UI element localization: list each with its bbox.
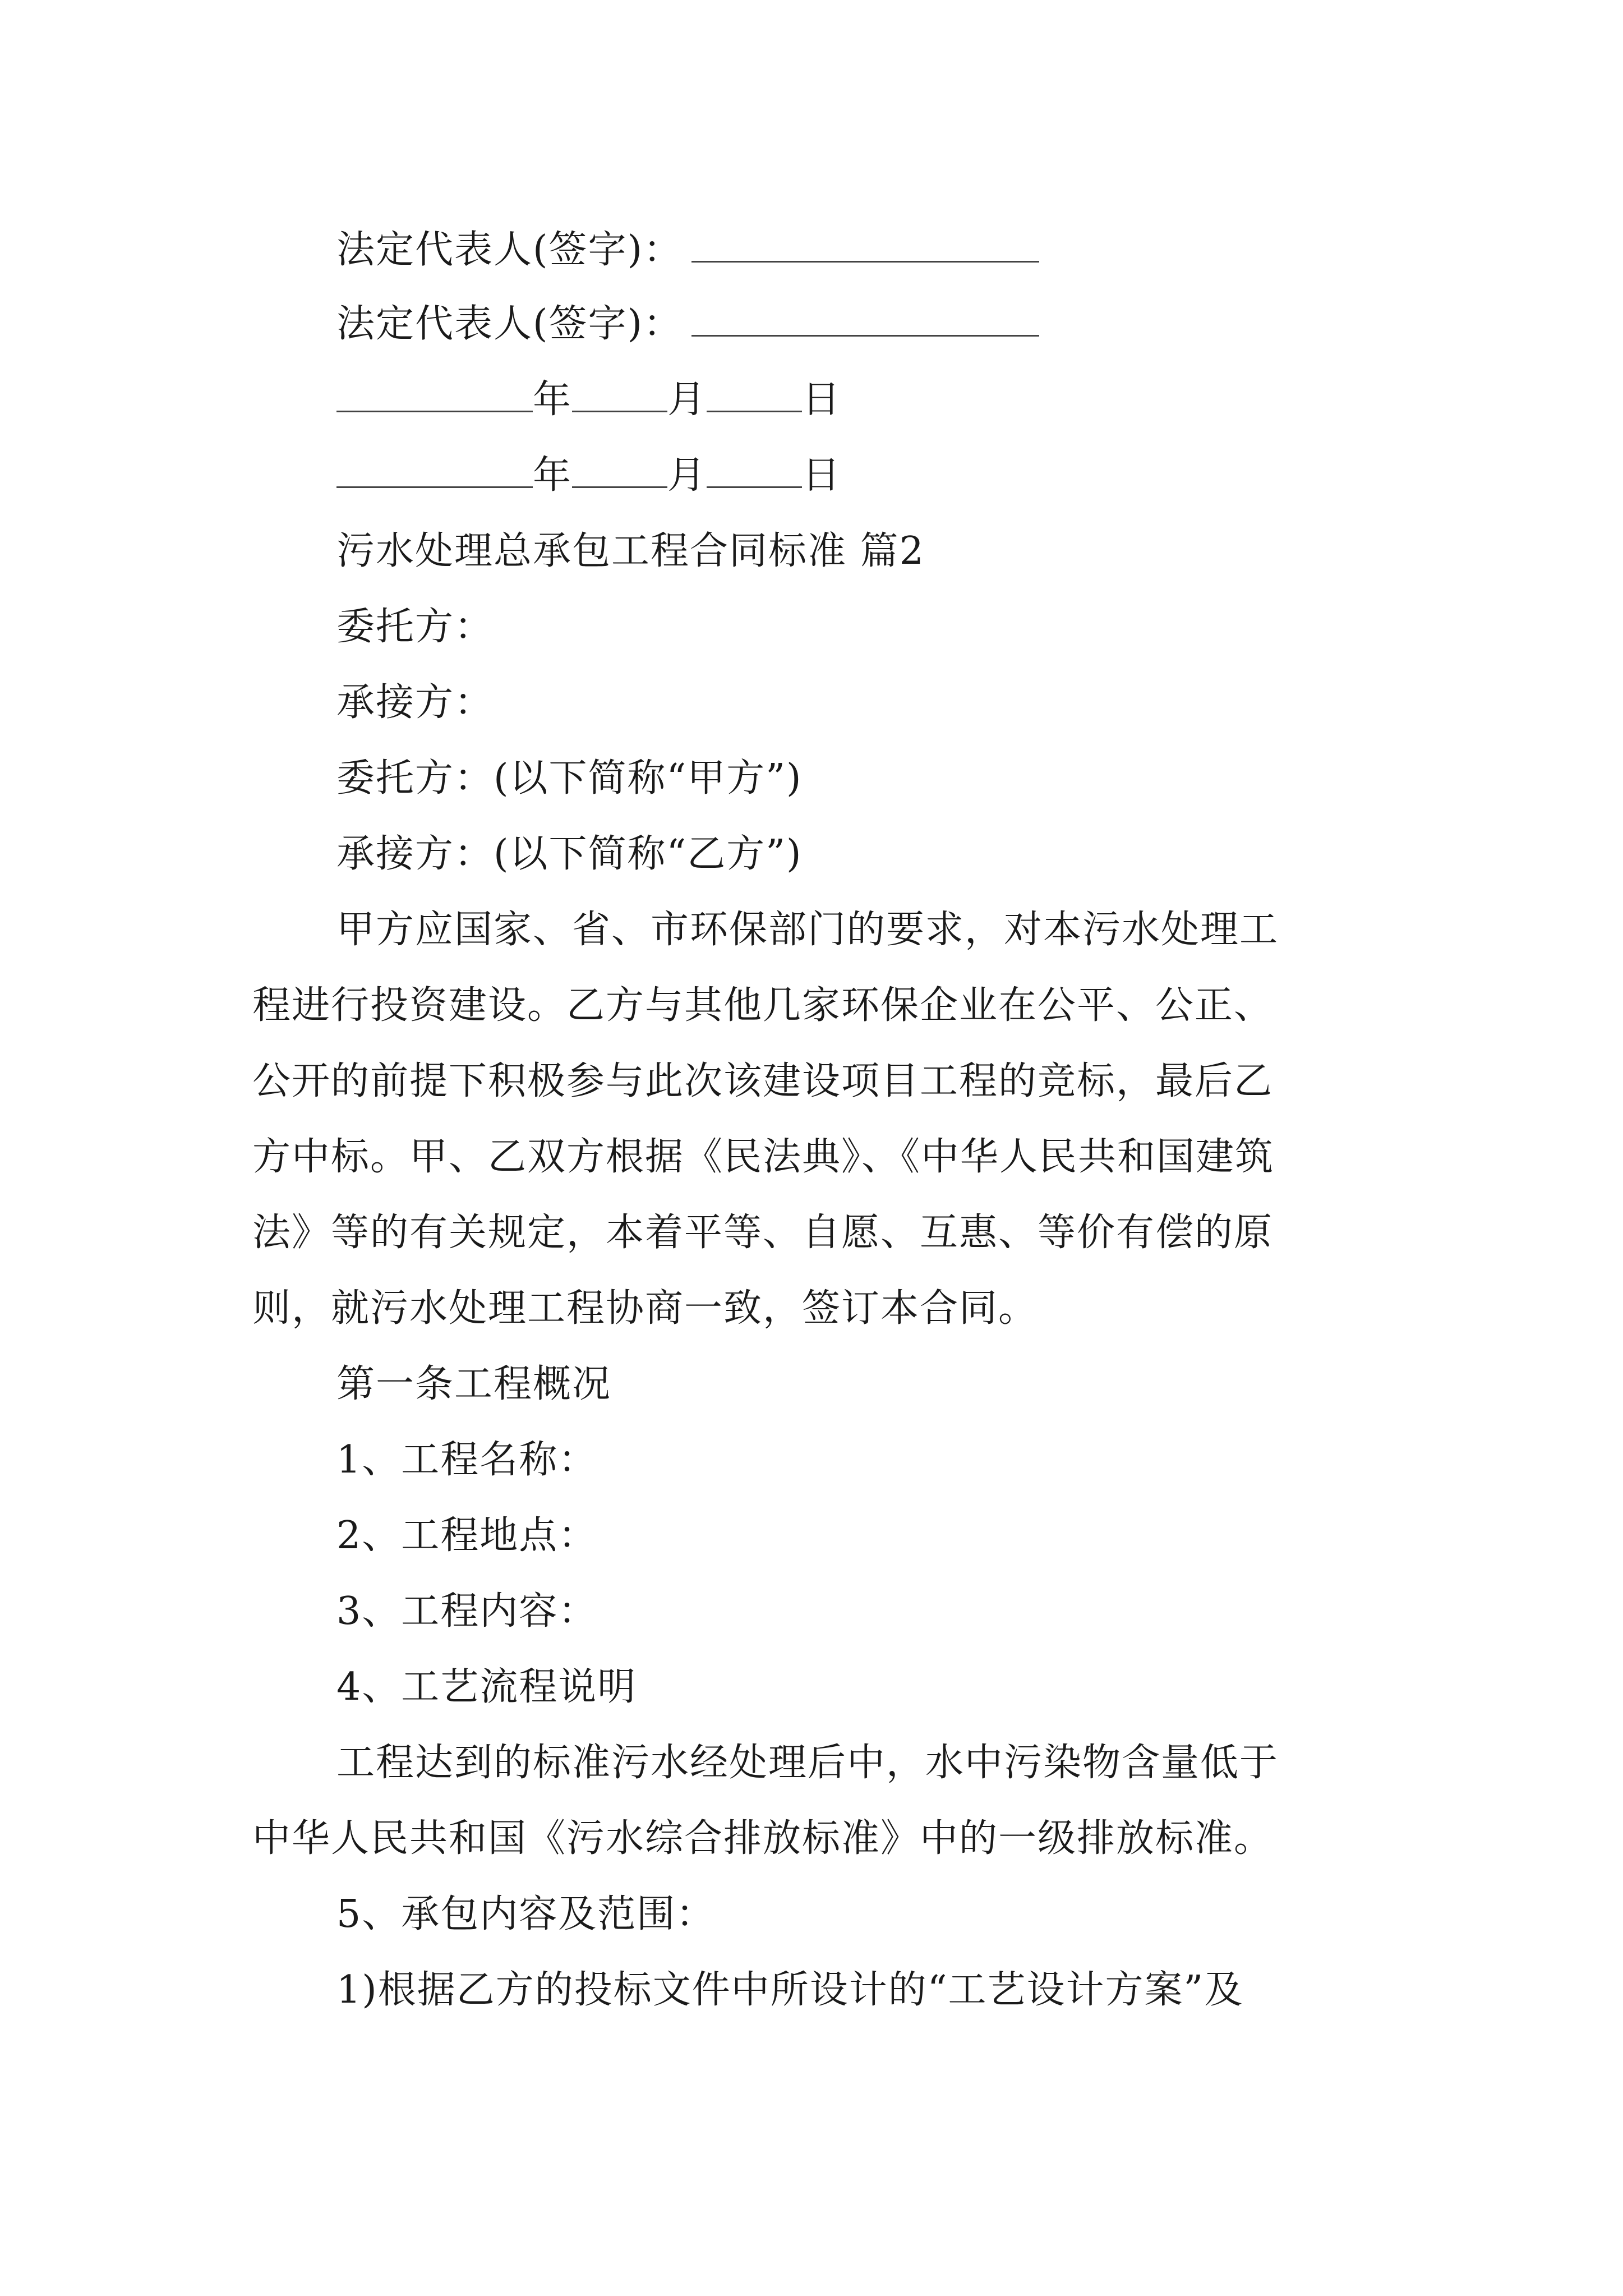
signature-blank-1 (691, 227, 1039, 263)
intro-line: 程进行投资建设。乙方与其他几家环保企业在公平、公正、 (252, 983, 1274, 1028)
day-char-2: 日 (802, 453, 842, 498)
section-title: 污水处理总承包工程合同标准 篇2 (336, 529, 925, 573)
legal-rep-signature-line-1 (336, 223, 1469, 277)
legal-rep-label-2: 法定代表人(签字)： (336, 302, 683, 346)
intro-line: 公开的前提下积极参与此次该建设项目工程的竞标，最后乙 (252, 1059, 1274, 1103)
client-abbreviation: 委托方：(以下简称“甲方”) (336, 756, 803, 800)
month-char-1: 月 (667, 378, 707, 422)
date-line-2 (252, 449, 1385, 503)
article-1-item: 4、工艺流程说明 (336, 1665, 637, 1709)
year-char-1: 年 (533, 378, 573, 422)
scope-heading: 5、承包内容及范围： (336, 1892, 716, 1936)
contractor-label: 承接方： (336, 680, 494, 725)
intro-line: 法》等的有关规定，本着平等、自愿、互惠、等价有偿的原 (252, 1211, 1274, 1255)
legal-rep-signature-line-2 (336, 297, 1469, 351)
contractor-abbreviation: 承接方：(以下简称“乙方”) (336, 832, 803, 876)
month-blank-1 (572, 377, 667, 412)
month-char-2: 月 (667, 453, 707, 498)
intro-line: 方中标。甲、乙双方根据《民法典》、《中华人民共和国建筑 (252, 1135, 1275, 1179)
date-line-1 (252, 373, 1385, 427)
day-blank-2 (707, 453, 802, 488)
standard-line: 工程达到的标准污水经处理后中，水中污染物含量低于 (336, 1741, 1279, 1785)
year-blank-2 (336, 453, 533, 488)
article-1-item: 3、工程内容： (336, 1589, 598, 1634)
intro-line: 甲方应国家、省、市环保部门的要求，对本污水处理工 (336, 908, 1279, 952)
client-label: 委托方： (336, 605, 494, 649)
standard-line: 中华人民共和国《污水综合排放标准》中的一级排放标准。 (252, 1816, 1274, 1861)
month-blank-2 (572, 453, 667, 488)
article-1-heading: 第一条工程概况 (336, 1362, 612, 1406)
year-char-2: 年 (533, 453, 573, 498)
year-blank-1 (336, 377, 533, 412)
article-1-item: 2、工程地点： (336, 1513, 598, 1558)
legal-rep-label-1: 法定代表人(签字)： (336, 228, 683, 272)
article-1-item: 1、工程名称： (336, 1438, 598, 1482)
day-char-1: 日 (802, 378, 842, 422)
day-blank-1 (707, 377, 802, 412)
signature-blank-2 (691, 301, 1039, 337)
scope-item-1: 1)根据乙方的投标文件中所设计的“工艺设计方案”及 (336, 1968, 1244, 2012)
intro-line: 则，就污水处理工程协商一致，签订本合同。 (252, 1286, 1038, 1331)
